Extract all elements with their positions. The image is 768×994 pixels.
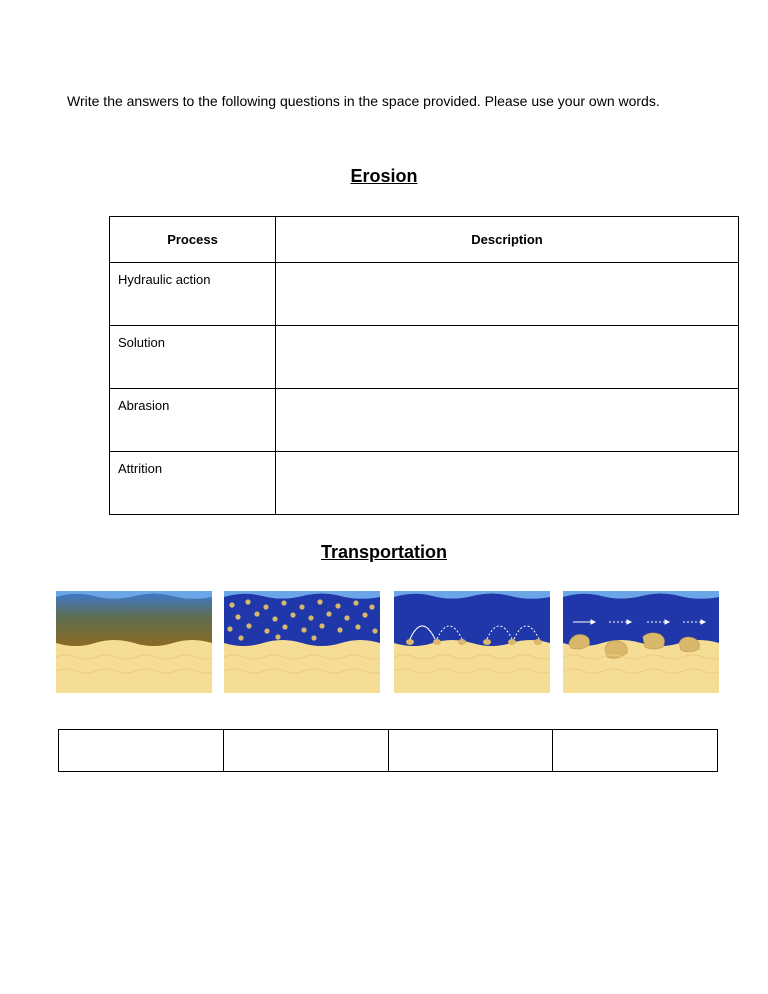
answer-cell-saltation[interactable] — [388, 730, 553, 772]
answer-cell-suspension[interactable] — [223, 730, 388, 772]
saltation-illustration — [394, 591, 550, 693]
description-answer-cell[interactable] — [276, 452, 739, 515]
answer-cell-solution[interactable] — [59, 730, 224, 772]
table-row — [110, 263, 739, 326]
description-header: Description — [276, 217, 739, 263]
transportation-answer-table — [58, 729, 718, 772]
process-label: Hydraulic action — [118, 272, 211, 287]
instructions-text: Write the answers to the following questions in the space provided. Please use your own words. — [67, 93, 660, 109]
process-cell — [110, 263, 276, 326]
process-cell — [110, 326, 276, 389]
description-answer-cell[interactable] — [276, 389, 739, 452]
description-answer-cell[interactable] — [276, 326, 739, 389]
process-label: Attrition — [118, 461, 163, 476]
table-row — [59, 730, 718, 772]
traction-illustration — [563, 591, 719, 693]
process-label: Solution — [118, 335, 165, 350]
table-row — [110, 452, 739, 515]
erosion-table-header — [110, 217, 739, 263]
solution-illustration — [56, 591, 212, 693]
process-cell — [110, 389, 276, 452]
erosion-heading: Erosion — [350, 166, 418, 186]
erosion-table — [109, 216, 739, 515]
suspension-illustration — [224, 591, 380, 693]
process-label: Abrasion — [118, 398, 170, 413]
answer-cell-traction[interactable] — [553, 730, 718, 772]
process-cell — [110, 452, 276, 515]
description-answer-cell[interactable] — [276, 263, 739, 326]
process-header: Process — [110, 217, 276, 263]
table-row — [110, 326, 739, 389]
transportation-heading: Transportation — [320, 542, 447, 562]
table-row — [110, 389, 739, 452]
